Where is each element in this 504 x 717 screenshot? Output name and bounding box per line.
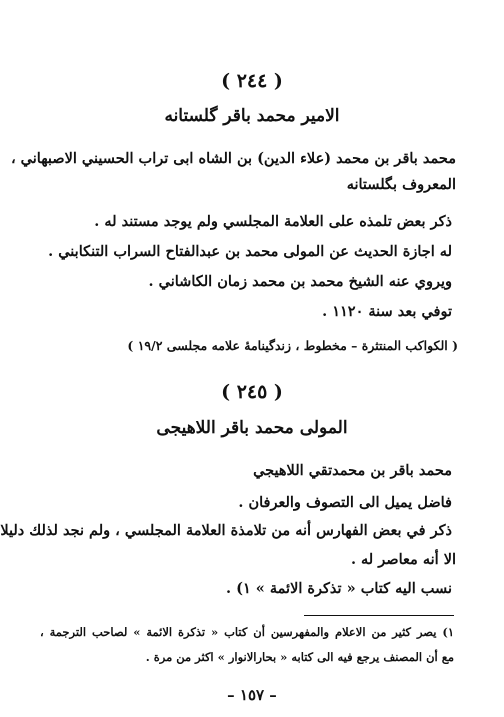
entry-244-title: الامير محمد باقر گلستانه xyxy=(164,106,340,126)
footnote-divider xyxy=(304,615,454,616)
entry-244-line-2: المعروف بگلستانه xyxy=(346,176,456,193)
footnote-line-1: ١) يصر كثير من الاعلام والمفهرسين أن كتاب « تذكرة الائمة » لصاحب الترجمة ، xyxy=(40,625,454,639)
entry-245-line-5: نسب اليه كتاب « تذكرة الائمة » ١) . xyxy=(225,580,452,597)
entry-244-line-5: ويروي عنه الشيخ محمد بن محمد زمان الكاشاني . xyxy=(148,273,452,290)
entry-244-line-6: توفي بعد سنة ١١٢٠ . xyxy=(322,303,452,320)
entry-245-line-3: ذكر في بعض الفهارس أنه من تلامذة العلامة المجلسي ، ولم نجد لذلك دليلا xyxy=(0,522,452,539)
page-number: – ١٥٧ – xyxy=(227,686,277,704)
entry-244-line-1: محمد باقر بن محمد (علاء الدين) بن الشاه ابى تراب الحسيني الاصبهاني ، xyxy=(10,150,456,167)
entry-244-source: ( الكواكب المنتثرة – مخطوط ، زندگینامۀ علامه مجلسى ١٩/٢ ) xyxy=(127,338,458,353)
entry-245-line-1: محمد باقر بن محمدتقي اللاهيجي xyxy=(253,462,452,479)
footnote-line-2: مع أن المصنف يرجع فيه الى كتابه « بحارالانوار » اكثر من مرة . xyxy=(145,650,454,664)
entry-245-number: ( ٢٤٥ ) xyxy=(221,381,283,403)
entry-244-line-4: له اجازة الحديث عن المولى محمد بن عبدالفتاح السراب التنكابني . xyxy=(48,243,452,260)
entry-244-number: ( ٢٤٤ ) xyxy=(221,70,283,92)
entry-245-line-4: الا أنه معاصر له . xyxy=(350,551,456,568)
entry-245-title: المولى محمد باقر اللاهيجى xyxy=(156,418,348,438)
entry-245-line-2: فاضل يميل الى التصوف والعرفان . xyxy=(238,494,452,511)
entry-244-line-3: ذكر بعض تلمذه على العلامة المجلسي ولم يوجد مستند له . xyxy=(94,213,452,230)
